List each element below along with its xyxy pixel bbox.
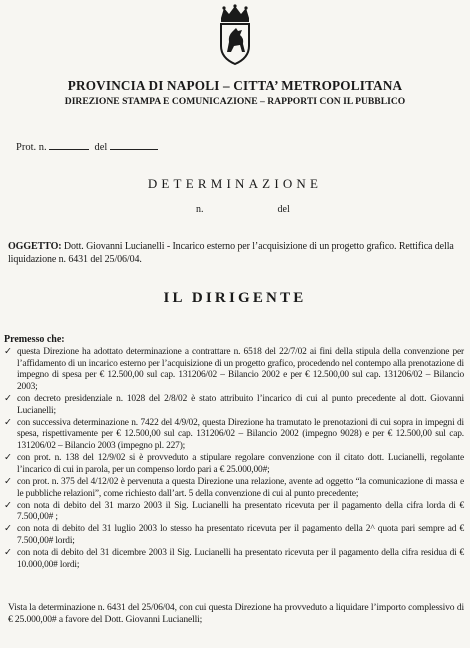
protocol-number-blank <box>49 140 89 150</box>
protocol-date-label: del <box>94 142 108 153</box>
subject-text: Dott. Giovanni Lucianelli - Incarico esterno per l’acquisizione di un progetto grafico. Rettifica della liquidazione n. 6431 del 25/06/04. <box>8 241 454 265</box>
check-mark-icon: ✓ <box>4 476 12 487</box>
subject-paragraph <box>8 241 464 266</box>
determinazione-title: DETERMINAZIONE <box>147 176 323 191</box>
premesso-label: Premesso che: <box>4 334 65 345</box>
list-item <box>4 477 464 500</box>
department-subtitle: DIREZIONE STAMPA E COMUNICAZIONE – RAPPORTI CON IL PUBBLICO <box>64 96 406 107</box>
determinazione-date-label: del <box>277 204 290 215</box>
list-item <box>4 524 464 547</box>
list-item-text: con successiva determinazione n. 7422 del 4/9/02, questa Direzione ha tramutato le prenotazioni di cui sopra in impegni di spesa, rispettivamente per € 12.500,00 sul cap. 131206/02 – Bilancio 2002 (impegno 9028) e per € 12.500,00 sul cap. 131206/02 – Bilancio 2003 (impegno pl. 227); <box>17 417 464 451</box>
check-mark-icon: ✓ <box>4 500 12 511</box>
check-mark-icon: ✓ <box>4 524 12 535</box>
premesso-list <box>4 347 464 572</box>
determinazione-number-label: n. <box>196 204 204 215</box>
list-item-text: con prot. n. 375 del 4/12/02 è pervenuta a questa Direzione una relazione, avente ad oggetto “la comunicazione di massa e le pubbliche relazioni”, come richiesto dall’art. 5 della convenzione di cui al punto precedente; <box>17 476 464 499</box>
determinazione-number-line <box>196 204 290 215</box>
protocol-line <box>16 140 158 153</box>
list-item <box>4 394 464 417</box>
subject-label: OGGETTO: <box>8 241 62 252</box>
protocol-date-blank <box>110 140 158 150</box>
list-item-text: con nota di debito del 31 dicembre 2003 il Sig. Lucianelli ha presentato ricevuta per il pagamento della cifra residua di € 10.000,00# lordi; <box>17 548 464 570</box>
list-item <box>4 347 464 393</box>
institution-title: PROVINCIA DI NAPOLI – CITTA’ METROPOLITANA <box>67 78 403 93</box>
list-item-text: con prot. n. 138 del 12/9/02 si è provveduto a stipulare regolare convenzione con il citato dott. Lucianelli, regolante l’incarico di cui in parola, per un compenso lordo pari a € 25.000,00#; <box>17 453 464 475</box>
check-mark-icon: ✓ <box>4 453 12 464</box>
list-item-text: questa Direzione ha adottato determinazione a contrattare n. 6518 del 22/7/02 ai fini della stipula della convenzione per l’affidamento di un incarico esterno per l’acquisizione di un progetto grafico, procedendo nel contempo alla prenotazione di impegno di spesa per € 12.500,00 sul cap. 131206/02 – Bilancio 2002 e per € 12.500,00 sul cap. 131206/02 – Bilancio 2003; <box>17 347 464 392</box>
list-item-text: con decreto presidenziale n. 1028 del 2/8/02 è stato attribuito l’incarico di cui al punto precedente al dott. Giovanni Lucianelli; <box>17 393 464 416</box>
list-item <box>4 501 464 524</box>
list-item-text: con nota di debito del 31 luglio 2003 lo stesso ha presentato ricevuta per il pagamento della 2^ quota pari sempre ad € 7.500,00# lordi; <box>17 524 464 547</box>
list-item <box>4 453 464 476</box>
protocol-number-label: Prot. n. <box>16 142 47 153</box>
coat-of-arms-icon <box>216 4 254 66</box>
check-mark-icon: ✓ <box>4 548 12 559</box>
check-mark-icon: ✓ <box>4 417 12 428</box>
list-item-text: con nota di debito del 31 marzo 2003 il Sig. Lucianelli ha presentato ricevuta per il pagamento della cifra lorda di € 7.500,00# ; <box>17 500 464 523</box>
list-item <box>4 548 464 571</box>
vista-paragraph: Vista la determinazione n. 6431 del 25/06/04, con cui questa Direzione ha provveduto a liquidare l’importo complessivo di € 25.000,00# a favore del Dott. Giovanni Lucianelli; <box>8 602 464 625</box>
dirigente-title: IL DIRIGENTE <box>163 290 307 306</box>
list-item <box>4 418 464 453</box>
check-mark-icon: ✓ <box>4 347 12 357</box>
check-mark-icon: ✓ <box>4 393 12 404</box>
